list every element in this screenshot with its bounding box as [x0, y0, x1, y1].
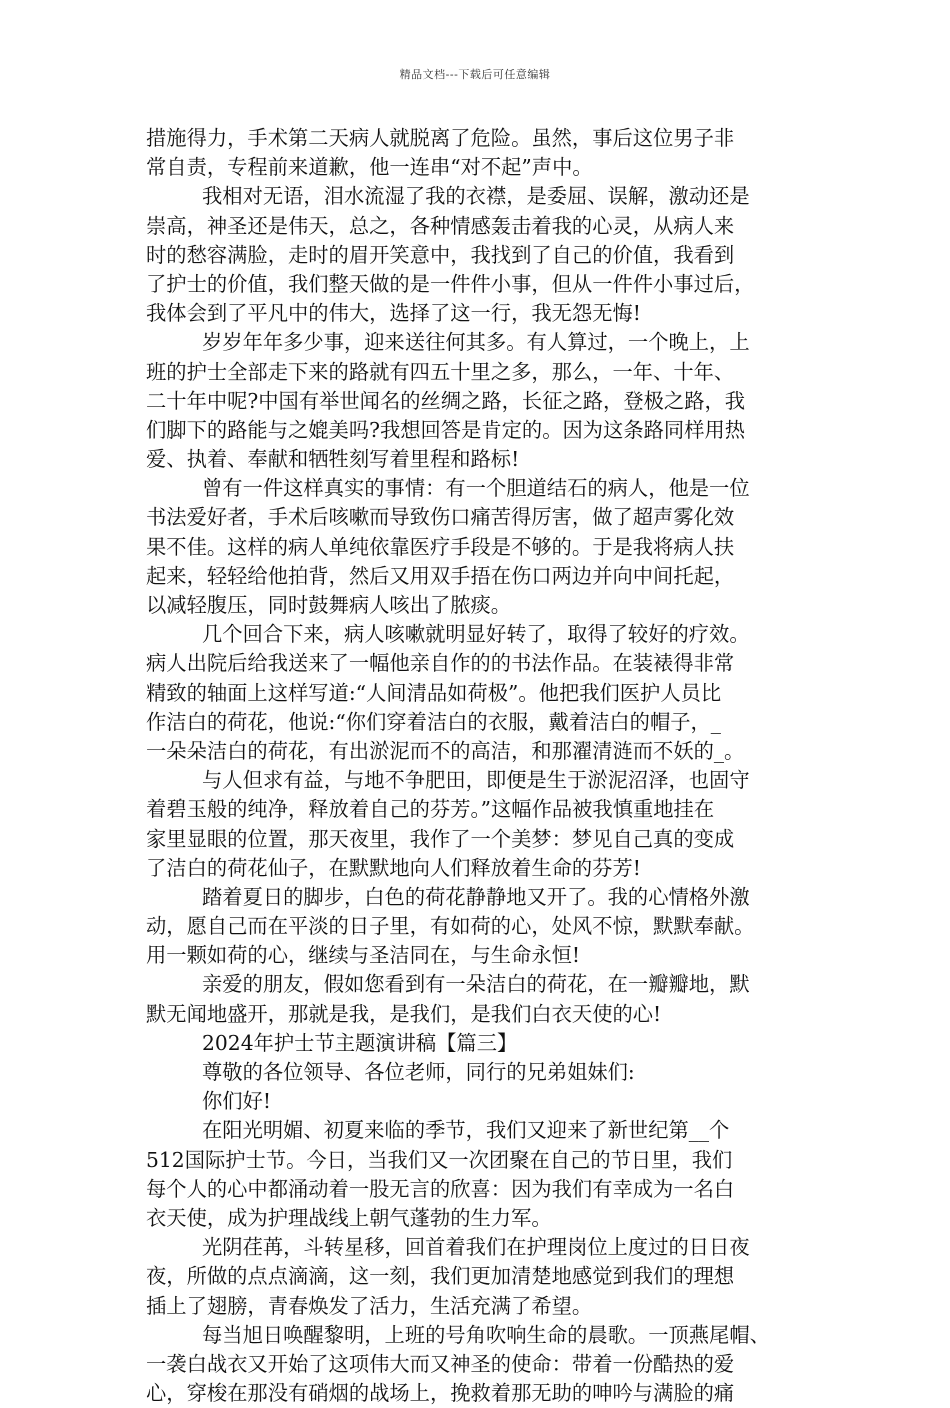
- text-line: 一朵朵洁白的荷花，有出淤泥而不的高洁，和那濯清涟而不妖的_。: [146, 738, 745, 763]
- text-line: 曾有一件这样真实的事情：有一个胆道结石的病人，他是一位: [202, 476, 750, 501]
- text-line: 常自责，专程前来道歉，他一连串“对不起”声中。: [146, 155, 593, 180]
- text-line: 512国际护士节。今日，当我们又一次团聚在自己的节日里，我们: [146, 1147, 733, 1172]
- text-line: 措施得力，手术第二天病人就脱离了危险。虽然，事后这位男子非: [146, 126, 735, 150]
- text-line: 书法爱好者，手术后咳嗽而导致伤口痛苦得厉害，做了超声雾化效: [146, 505, 735, 530]
- text-line: 病人出院后给我送来了一幅他亲自作的的书法作品。在装裱得非常: [146, 651, 735, 676]
- text-line: 与人但求有益，与地不争肥田，即便是生于淤泥沼泽，也固守: [202, 768, 750, 793]
- text-line: 一袭白战衣又开始了这项伟大而又神圣的使命：带着一份酷热的爱: [146, 1351, 735, 1376]
- text-line: 几个回合下来，病人咳嗽就明显好转了，取得了较好的疗效。: [202, 622, 750, 647]
- text-line: 了护士的价值，我们整天做的是一件件小事，但从一件件小事过后，: [146, 271, 755, 296]
- text-line: 二十年中呢?中国有举世闻名的丝绸之路，长征之路，登极之路，我: [146, 388, 746, 413]
- text-line: 岁岁年年多少事，迎来送往何其多。有人算过，一个晚上，上: [202, 330, 750, 355]
- text-line: 作洁白的荷花，他说:“你们穿着洁白的衣服，戴着洁白的帽子，_: [146, 709, 721, 734]
- text-line: 我体会到了平凡中的伟大，选择了这一行，我无怨无悔!: [146, 301, 641, 326]
- text-line: 以减轻腹压，同时鼓舞病人咳出了脓痰。: [146, 593, 512, 617]
- text-line: 果不佳。这样的病人单纯依靠医疗手段是不够的。于是我将病人扶: [146, 534, 735, 559]
- text-line: 亲爱的朋友，假如您看到有一朵洁白的荷花，在一瓣瓣地，默: [202, 972, 750, 997]
- page-header: 精品文档---下载后可任意编辑: [399, 68, 551, 81]
- text-line: 班的护士全部走下来的路就有四五十里之多，那么，一年、十年、: [146, 359, 735, 384]
- text-line: 着碧玉般的纯净，释放着自己的芬芳。”这幅作品被我慎重地挂在: [146, 797, 715, 822]
- text-line: 们脚下的路能与之媲美吗?我想回答是肯定的。因为这条路同样用热: [146, 417, 746, 442]
- text-line: 夜，所做的点点滴滴，这一刻，我们更加清楚地感觉到我们的理想: [146, 1264, 735, 1289]
- text-line: 默无闻地盛开，那就是我，是我们，是我们白衣天使的心!: [146, 1001, 662, 1026]
- text-line: 2024年护士节主题演讲稿【篇三】: [202, 1030, 518, 1055]
- text-line: 我相对无语，泪水流湿了我的衣襟，是委屈、误解，激动还是: [202, 184, 750, 209]
- text-line: 家里显眼的位置，那天夜里，我作了一个美梦：梦见自己真的变成: [146, 826, 735, 851]
- text-line: 每个人的心中都涌动着一股无言的欣喜：因为我们有幸成为一名白: [146, 1176, 735, 1201]
- text-line: 插上了翅膀，青春焕发了活力，生活充满了希望。: [146, 1293, 593, 1318]
- text-line: 动，愿自己而在平淡的日子里，有如荷的心，处风不惊，默默奉献。: [146, 914, 755, 939]
- text-line: 起来，轻轻给他拍背，然后又用双手捂在伤口两边并向中间托起，: [146, 563, 735, 588]
- document-body: [146, 124, 826, 1408]
- text-line: 了洁白的荷花仙子，在默默地向人们释放着生命的芬芳!: [146, 855, 641, 880]
- text-line: 你们好!: [202, 1089, 271, 1114]
- text-line: 在阳光明媚、初夏来临的季节，我们又迎来了新世纪第__个: [202, 1118, 730, 1143]
- text-line: 衣天使，成为护理战线上朝气蓬勃的生力军。: [146, 1205, 552, 1230]
- text-line: 尊敬的各位领导、各位老师，同行的兄弟姐妹们:: [202, 1060, 635, 1084]
- text-line: 用一颗如荷的心，继续与圣洁同在，与生命永恒!: [146, 943, 581, 968]
- text-line: 踏着夏日的脚步，白色的荷花静静地又开了。我的心情格外激: [202, 884, 750, 909]
- text-line: 爱、执着、奉献和牺牲刻写着里程和路标!: [146, 447, 520, 472]
- text-line: 每当旭日唤醒黎明，上班的号角吹响生命的晨歌。一顶燕尾帽、: [202, 1322, 770, 1347]
- text-line: 时的愁容满脸，走时的眉开笑意中，我找到了自己的价值，我看到: [146, 242, 735, 267]
- text-line: 光阴荏苒，斗转星移，回首着我们在护理岗位上度过的日日夜: [202, 1235, 750, 1260]
- text-line: 心，穿梭在那没有硝烟的战场上，挽救着那无助的呻吟与满脸的痛: [146, 1381, 735, 1406]
- text-line: 精致的轴面上这样写道:“人间清品如荷极”。他把我们医护人员比: [146, 680, 722, 705]
- text-line: 崇高，神圣还是伟天，总之，各种情感轰击着我的心灵，从病人来: [146, 213, 735, 238]
